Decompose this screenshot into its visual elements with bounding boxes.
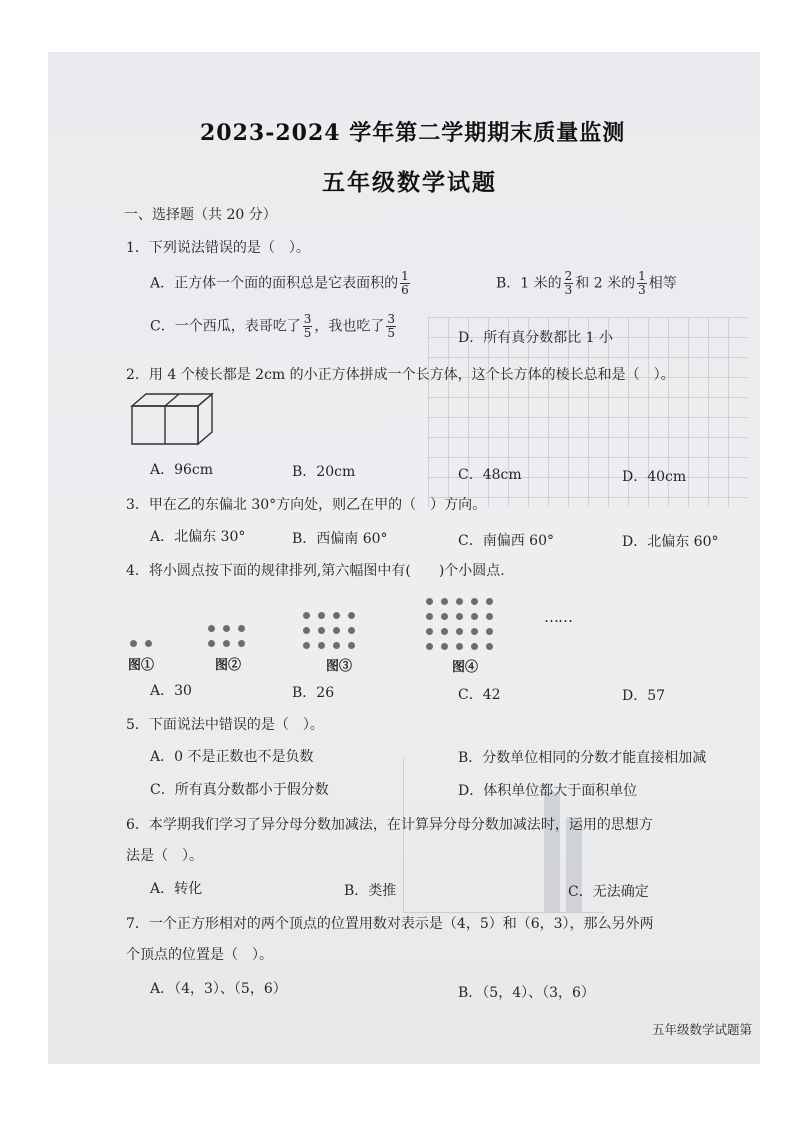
q2-option-a: A．96cm — [150, 462, 214, 478]
q3-option-a: A．北偏东 30° — [150, 529, 246, 545]
pattern-dot — [441, 598, 448, 605]
q5-option-b: B．分数单位相同的分数才能直接相加减 — [458, 750, 707, 766]
pattern-dot — [333, 612, 340, 619]
q3-option-d: D．北偏东 60° — [622, 534, 719, 550]
pattern-dot — [441, 613, 448, 620]
q6-stem-line1: 6．本学期我们学习了异分母分数加减法，在计算异分母分数加减法时，运用的思想方 — [126, 817, 653, 833]
pattern-dot — [303, 612, 310, 619]
q7-stem-line1: 7．一个正方形相对的两个顶点的位置用数对表示是（4，5）和（6，3），那么另外两 — [126, 916, 654, 932]
q5-option-c: C．所有真分数都小于假分数 — [150, 782, 329, 798]
pattern-dot — [303, 642, 310, 649]
pattern-dot — [426, 598, 433, 605]
fraction: $\frac{3}{5}$ — [303, 312, 312, 340]
pattern-dot — [456, 598, 463, 605]
pattern-dot — [318, 642, 325, 649]
figure-label-2: 图② — [215, 658, 242, 673]
q7-option-b: B．（5，4）、（3，6） — [458, 985, 595, 1001]
exam-paper — [48, 52, 760, 1064]
figure-label-1: 图① — [128, 658, 155, 673]
exam-title: 2023-2024 学年第二学期期末质量监测 — [200, 120, 626, 146]
pattern-dot — [486, 613, 493, 620]
pattern-dot — [348, 612, 355, 619]
q2-option-d: D．40cm — [622, 469, 687, 485]
page-footer: 五年级数学试题第 — [652, 1022, 753, 1037]
pattern-dot — [441, 643, 448, 650]
fraction: $\frac{1}{6}$ — [401, 269, 409, 297]
pattern-dot — [333, 627, 340, 634]
exam-subtitle: 五年级数学试题 — [322, 169, 497, 196]
pattern-dot — [456, 628, 463, 635]
q6-stem-line2: 法是（ ）。 — [126, 848, 203, 864]
q6-option-c: C．无法确定 — [568, 884, 649, 900]
q3-option-c: C．南偏西 60° — [458, 533, 554, 549]
pattern-dot — [238, 640, 245, 647]
pattern-dot — [208, 625, 215, 632]
q2-option-c: C．48cm — [458, 467, 522, 483]
pattern-dot — [348, 642, 355, 649]
q3-option-b: B．西偏南 60° — [292, 531, 388, 547]
q1-option-a: A．正方体一个面的面积总是它表面积的 $\frac{1}{6}$ — [150, 269, 409, 297]
pattern-dot — [223, 625, 230, 632]
pattern-dot — [208, 640, 215, 647]
pattern-dot — [426, 613, 433, 620]
q6-option-a: A．转化 — [150, 881, 203, 897]
pattern-dot — [471, 628, 478, 635]
q5-option-a: A．0 不是正数也不是负数 — [150, 749, 314, 765]
pattern-dot — [333, 642, 340, 649]
q7-stem-line2: 个顶点的位置是（ ）。 — [126, 947, 273, 963]
q5-option-d: D．体积单位都大于面积单位 — [458, 783, 638, 799]
cuboid-figure — [130, 392, 216, 448]
pattern-dot — [426, 628, 433, 635]
pattern-dot — [486, 598, 493, 605]
q4-option-c: C．42 — [458, 687, 501, 703]
ellipsis: …… — [544, 608, 572, 626]
pattern-dot — [456, 613, 463, 620]
q6-option-b: B．类推 — [344, 883, 397, 899]
pattern-dot — [238, 625, 245, 632]
pattern-dot — [486, 643, 493, 650]
fraction: $\frac{3}{5}$ — [387, 312, 395, 340]
q3-stem: 3．甲在乙的东偏北 30°方向处，则乙在甲的（ ）方向。 — [126, 497, 487, 513]
pattern-dot — [471, 598, 478, 605]
pattern-dot — [223, 640, 230, 647]
q2-option-b: B．20cm — [292, 464, 356, 480]
q5-stem: 5．下面说法中错误的是（ ）。 — [126, 717, 324, 733]
q7-option-a: A．（4，3）、（5，6） — [150, 981, 287, 997]
pattern-dot — [348, 627, 355, 634]
pattern-dot — [486, 628, 493, 635]
pattern-dot — [456, 643, 463, 650]
q1-option-b: B．1 米的 $\frac{2}{3}$ 和 2 米的 $\frac{1}{3}$ 相等 — [496, 269, 677, 297]
fraction: $\frac{1}{3}$ — [638, 269, 646, 297]
pattern-dot — [303, 627, 310, 634]
q2-stem: 2．用 4 个棱长都是 2cm 的小正方体拼成一个长方体，这个长方体的棱长总和是（ ）。 — [126, 367, 675, 383]
figure-label-3: 图③ — [326, 659, 353, 674]
q1-option-d: D．所有真分数都比 1 小 — [458, 330, 614, 346]
q1-stem: 1．下列说法错误的是（ ）。 — [126, 240, 310, 256]
pattern-dot — [441, 628, 448, 635]
pattern-dot — [318, 627, 325, 634]
pattern-dot — [471, 643, 478, 650]
q1-option-c: C．一个西瓜，表哥吃了 $\frac{3}{5}$ ，我也吃了 $\frac{3}{5}$ — [150, 312, 395, 340]
pattern-dot — [130, 640, 137, 647]
q4-option-d: D．57 — [622, 688, 666, 704]
figure-label-4: 图④ — [452, 660, 479, 675]
pattern-dot — [318, 612, 325, 619]
pattern-dot — [471, 613, 478, 620]
pattern-dot — [426, 643, 433, 650]
q4-option-a: A．30 — [150, 683, 192, 699]
q4-stem: 4．将小圆点按下面的规律排列,第六幅图中有( )个小圆点． — [126, 563, 515, 579]
section-heading: 一、选择题（共 20 分） — [124, 207, 277, 223]
fraction: $\frac{2}{3}$ — [564, 269, 573, 297]
q4-option-b: B．26 — [292, 685, 335, 701]
pattern-dot — [145, 640, 152, 647]
